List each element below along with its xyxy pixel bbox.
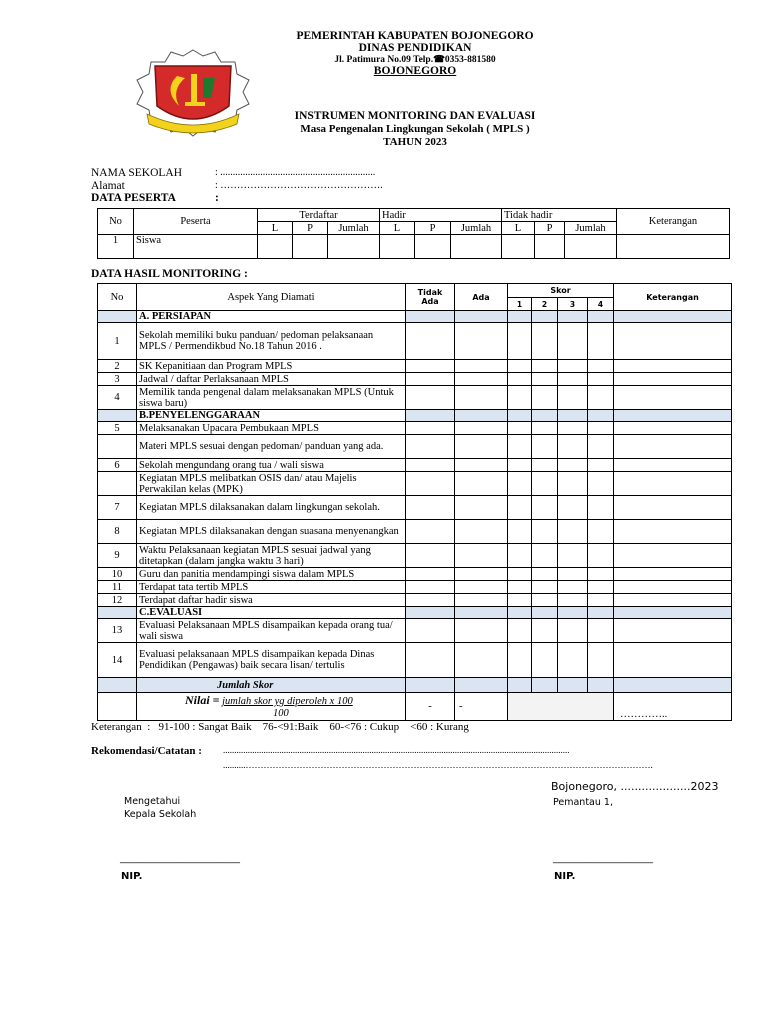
item-number: 3 [98,373,137,386]
table-cell [588,435,614,459]
participants-header-peserta: Peserta [134,209,258,235]
table-cell [406,678,455,693]
table-cell [558,496,588,520]
section-title: B.PENYELENGGARAAN [137,410,406,422]
table-cell [532,373,558,386]
table-cell [588,472,614,496]
subheader-cell: L [258,222,293,235]
table-row [98,422,732,435]
item-number: 1 [98,323,137,360]
table-cell [558,472,588,496]
table-cell [532,568,558,581]
subheader-cell: Jumlah [565,222,617,235]
table-cell [532,643,558,678]
final-score-dash: - [455,693,508,721]
table-cell [508,693,614,721]
item-text: Evaluasi pelaksanaan MPLS disampaikan kepada Dinas Pendidikan (Pengawas) baik secara lisan/ tertulis [137,643,406,678]
monitoring-header-tidak-ada: Tidak Ada [406,284,455,311]
table-cell [588,459,614,472]
participants-header-terdaftar: Terdaftar [258,209,380,222]
monitoring-header-ada: Ada [455,284,508,311]
table-row [98,643,732,678]
table-cell [588,311,614,323]
item-number [98,435,137,459]
table-cell [455,678,508,693]
skor-col-header: 4 [588,298,614,311]
table-row [98,520,732,544]
table-row [98,435,732,459]
table-cell [508,360,532,373]
table-cell [532,422,558,435]
table-cell [558,311,588,323]
participants-row-label: Siswa [134,235,258,259]
table-cell [455,472,508,496]
doc-year: TAHUN 2023 [383,136,447,148]
table-cell [406,323,455,360]
table-cell [614,422,732,435]
total-score-row [98,678,732,693]
table-cell [558,360,588,373]
table-cell [415,235,451,259]
item-number: 10 [98,568,137,581]
item-number: 13 [98,619,137,643]
table-cell [508,496,532,520]
table-row [98,323,732,360]
score-legend: Keterangan : 91-100 : Sangat Baik 76-<91:Baik 60-<76 : Cukup <60 : Kurang [91,721,469,733]
final-score-dash: - [406,693,455,721]
table-cell [558,607,588,619]
table-row [98,594,732,607]
table-cell [588,410,614,422]
table-cell [98,693,137,721]
skor-col-header: 2 [532,298,558,311]
table-cell [508,581,532,594]
item-text: Guru dan panitia mendampingi siswa dalam MPLS [137,568,406,581]
table-cell [614,678,732,693]
table-cell [406,581,455,594]
table-cell [258,235,293,259]
table-cell [406,607,455,619]
table-cell [614,607,732,619]
table-cell [588,544,614,568]
table-cell [406,410,455,422]
table-cell [455,323,508,360]
subheader-cell: Jumlah [328,222,380,235]
table-cell [406,435,455,459]
table-cell [588,643,614,678]
doc-title: INSTRUMEN MONITORING DAN EVALUASI [294,110,536,122]
section-row [98,410,732,422]
table-cell [508,607,532,619]
item-text: Terdapat daftar hadir siswa [137,594,406,607]
table-cell [532,360,558,373]
table-cell [508,544,532,568]
final-score-row [98,693,732,721]
table-cell [455,311,508,323]
table-cell [614,496,732,520]
table-cell [406,643,455,678]
table-cell [406,472,455,496]
item-number: 11 [98,581,137,594]
monitor-label: Pemantau 1, [553,797,613,808]
item-number: 7 [98,496,137,520]
table-cell [455,386,508,410]
headmaster-label: Kepala Sekolah [124,809,197,820]
participants-header-tidak-hadir: Tidak hadir [502,209,617,222]
table-row [98,581,732,594]
table-cell [532,386,558,410]
item-text: Evaluasi Pelaksanaan MPLS disampaikan kepada orang tua/ wali siswa [137,619,406,643]
table-cell [588,496,614,520]
table-cell [502,235,535,259]
item-text: Kegiatan MPLS dilaksanakan dengan suasana menyenangkan [137,520,406,544]
table-cell [614,435,732,459]
table-cell [588,386,614,410]
item-text: Waktu Pelaksanaan kegiatan MPLS sesuai jadwal yang ditetapkan (dalam jangka waktu 3 hari) [137,544,406,568]
table-cell [406,544,455,568]
table-cell [508,410,532,422]
table-cell [98,311,137,323]
table-cell [532,459,558,472]
final-score-value: ………….. [614,693,732,721]
table-cell [558,410,588,422]
skor-col-header: 1 [508,298,532,311]
table-cell [617,235,730,259]
table-cell [532,607,558,619]
table-cell [558,520,588,544]
school-name-label: NAMA SEKOLAH [91,167,183,179]
item-text: Sekolah mengundang orang tua / wali siswa [137,459,406,472]
table-cell [614,544,732,568]
monitoring-header-aspek: Aspek Yang Diamati [137,284,406,311]
table-cell [614,360,732,373]
item-text: SK Kepanitiaan dan Program MPLS [137,360,406,373]
table-cell [532,520,558,544]
item-text: Jadwal / daftar Perlaksanaan MPLS [137,373,406,386]
item-text: Kegiatan MPLS dilaksanakan dalam lingkungan sekolah. [137,496,406,520]
table-cell [455,360,508,373]
table-row [98,373,732,386]
table-row [98,496,732,520]
table-cell [508,472,532,496]
table-row [98,472,732,496]
item-number: 9 [98,544,137,568]
table-cell [380,235,415,259]
participants-colon: : [215,192,219,204]
table-cell [508,568,532,581]
table-row [98,360,732,373]
nip-right: NIP. [554,871,576,882]
table-cell [406,568,455,581]
final-score-label: Nilai = [185,693,220,707]
item-text: Memilik tanda pengenal dalam melaksanakan MPLS (Untuk siswa baru) [137,386,406,410]
recommendation-line-1: .......................................................................................................................................................... [223,745,570,755]
table-cell [406,496,455,520]
subheader-cell: P [535,222,565,235]
table-cell [406,386,455,410]
item-number: 12 [98,594,137,607]
item-number: 14 [98,643,137,678]
table-cell [406,422,455,435]
table-cell [455,459,508,472]
final-score-numerator: jumlah skor yg diperoleh x 100 [222,696,353,707]
table-cell [614,594,732,607]
table-cell [588,678,614,693]
table-cell [455,581,508,594]
table-cell [588,607,614,619]
signature-line-left: ________________________ [120,853,240,864]
table-cell [535,235,565,259]
table-cell [558,643,588,678]
final-score-denominator: 100 [273,708,289,719]
table-cell [455,410,508,422]
address-label: Alamat [91,180,125,192]
address-value: : …………………………………………. [215,180,383,191]
header-city: BOJONEGORO [373,65,457,77]
participants-row-no: 1 [98,235,134,259]
participants-header-no: No [98,209,134,235]
skor-col-header: 3 [558,298,588,311]
table-cell [558,435,588,459]
table-cell [614,373,732,386]
subheader-cell: Jumlah [451,222,502,235]
table-cell [406,619,455,643]
table-cell [532,472,558,496]
table-cell [406,594,455,607]
table-cell [558,581,588,594]
table-cell [508,678,532,693]
table-cell [558,386,588,410]
table-cell [588,360,614,373]
section-title: A. PERSIAPAN [137,311,406,323]
table-cell [98,678,137,693]
table-cell [532,435,558,459]
item-text: Sekolah memiliki buku panduan/ pedoman pelaksanaan MPLS / Permendikbud No.18 Tahun 2016 . [137,323,406,360]
table-cell [455,619,508,643]
place-date: Bojonegoro, ....................2023 [551,780,719,793]
monitoring-header-keterangan: Keterangan [614,284,732,311]
table-cell [614,311,732,323]
table-cell [588,422,614,435]
nip-left: NIP. [121,871,143,882]
table-cell [508,619,532,643]
monitoring-header-skor: Skor [508,284,614,298]
table-cell [588,581,614,594]
table-cell [532,544,558,568]
table-cell [588,594,614,607]
table-cell [532,594,558,607]
item-text: Melaksanakan Upacara Pembukaan MPLS [137,422,406,435]
section-row [98,311,732,323]
table-cell [532,323,558,360]
participants-table [97,208,730,259]
signature-line-right: ____________________ [553,853,653,864]
recommendation-line-2: ..........………………………………………………………………………………………………………………………. [223,760,653,770]
table-row [98,568,732,581]
table-cell [293,235,328,259]
table-cell [532,496,558,520]
item-number: 8 [98,520,137,544]
doc-subtitle: Masa Pengenalan Lingkungan Sekolah ( MPLS ) [300,123,530,135]
subheader-cell: P [415,222,451,235]
table-cell [98,607,137,619]
table-cell [532,410,558,422]
table-cell [588,373,614,386]
header-address: Jl. Patimura No.09 Telp.☎0353-881580 [334,55,496,65]
table-cell [508,459,532,472]
table-cell [558,568,588,581]
item-number: 4 [98,386,137,410]
table-cell [508,520,532,544]
table-cell [406,360,455,373]
table-cell [508,311,532,323]
table-cell [532,619,558,643]
table-cell [588,323,614,360]
table-row [98,386,732,410]
table-cell [455,568,508,581]
table-cell [558,373,588,386]
section-row [98,607,732,619]
table-cell [558,323,588,360]
table-cell [614,410,732,422]
table-cell [508,422,532,435]
table-cell [558,459,588,472]
mengetahui-label: Mengetahui [124,796,181,807]
table-cell [455,373,508,386]
table-cell [406,459,455,472]
table-cell [455,594,508,607]
table-cell [406,311,455,323]
table-cell [532,678,558,693]
subheader-cell: P [293,222,328,235]
table-cell [614,323,732,360]
table-cell [614,643,732,678]
table-cell [508,323,532,360]
table-cell [455,520,508,544]
participants-header-keterangan: Keterangan [617,209,730,235]
table-row [98,619,732,643]
total-score-label: Jumlah Skor [137,678,406,693]
table-cell [558,594,588,607]
item-number: 2 [98,360,137,373]
table-cell [614,520,732,544]
final-score-formula [137,693,406,721]
table-cell [455,435,508,459]
table-cell [508,373,532,386]
table-cell [328,235,380,259]
header-department: DINAS PENDIDIKAN [358,42,472,54]
header-government: PEMERINTAH KABUPATEN BOJONEGORO [296,30,534,42]
table-cell [614,386,732,410]
recommendation-label: Rekomendasi/Catatan : [91,745,202,757]
table-row [98,459,732,472]
table-cell [614,581,732,594]
table-cell [508,435,532,459]
table-cell [588,619,614,643]
table-cell [565,235,617,259]
table-cell [558,544,588,568]
item-number: 6 [98,459,137,472]
school-name-value: : .............................................................. [215,167,376,178]
table-cell [451,235,502,259]
item-number: 5 [98,422,137,435]
table-cell [508,643,532,678]
table-cell [614,619,732,643]
table-row [98,544,732,568]
table-cell [558,678,588,693]
item-text: Materi MPLS sesuai dengan pedoman/ panduan yang ada. [137,435,406,459]
table-cell [614,568,732,581]
monitoring-table [97,283,732,721]
table-cell [98,410,137,422]
section-title: C.EVALUASI [137,607,406,619]
table-cell [558,619,588,643]
table-cell [508,594,532,607]
table-cell [508,386,532,410]
table-cell [532,581,558,594]
table-cell [588,520,614,544]
subheader-cell: L [380,222,415,235]
table-cell [455,422,508,435]
table-cell [406,373,455,386]
subheader-cell: L [502,222,535,235]
monitoring-title: DATA HASIL MONITORING : [91,268,248,280]
item-text: Kegiatan MPLS melibatkan OSIS dan/ atau Majelis Perwakilan kelas (MPK) [137,472,406,496]
table-cell [614,459,732,472]
table-cell [406,520,455,544]
participants-header-hadir: Hadir [380,209,502,222]
monitoring-header-no: No [98,284,137,311]
participants-label: DATA PESERTA [91,192,176,204]
table-cell [455,643,508,678]
table-cell [455,496,508,520]
item-number [98,472,137,496]
item-text: Terdapat tata tertib MPLS [137,581,406,594]
table-cell [614,472,732,496]
table-cell [532,311,558,323]
table-cell [455,544,508,568]
table-cell [558,422,588,435]
table-cell [455,607,508,619]
table-cell [588,568,614,581]
